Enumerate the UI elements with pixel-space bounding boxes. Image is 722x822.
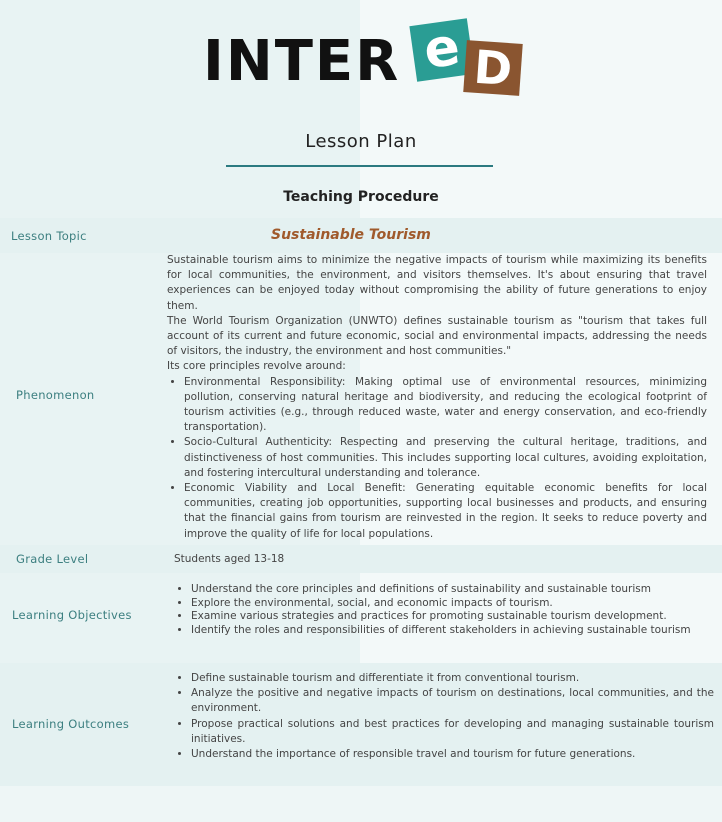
learning-objectives-row	[0, 573, 722, 663]
logo-e-tile: e	[409, 18, 474, 82]
principles-list	[167, 375, 707, 542]
phenomenon-content	[167, 253, 707, 542]
learning-objectives-content	[174, 583, 714, 637]
grade-level-value: Students aged 13-18	[174, 553, 285, 565]
lesson-topic-row	[0, 218, 722, 253]
logo-d-tile: D	[463, 40, 522, 96]
learning-outcomes-content	[174, 671, 714, 762]
phenomenon-label: Phenomenon	[16, 388, 95, 402]
title-divider	[226, 165, 493, 167]
phenomenon-paragraph: Sustainable tourism aims to minimize the negative impacts of tourism while maximizing its benefits for local communities, the environment, and visitors themselves. It's about ensuring that travel experiences can be enjoyed today without compromising the ability of future generations to enjoy them.	[167, 254, 707, 312]
list-item: • Economic Viability and Local Benefit: Generating equitable economic benefits for local communities, creating job opportunities, supporting local businesses and products, and ensuring that the financial gains from tourism are reinvested in the region. It seeks to reduce poverty and improve the quality of life for local populations.	[184, 481, 707, 542]
list-item: • Analyze the positive and negative impacts of tourism on destinations, local communities, and the environment.	[191, 686, 714, 716]
outcomes-list	[174, 671, 714, 762]
objectives-list	[174, 583, 714, 637]
learning-outcomes-row	[0, 663, 722, 786]
phenomenon-paragraph: Its core principles revolve around:	[167, 360, 346, 373]
list-item: • Environmental Responsibility: Making optimal use of environmental resources, minimizing pollution, conserving natural heritage and biodiversity, and reducing the ecological footprint of tourism activities (e.g., through reduced waste, water and energy conservation, and eco-friendly transportation).	[184, 375, 707, 436]
grade-level-label: Grade Level	[16, 552, 89, 566]
list-item: • Explore the environmental, social, and economic impacts of tourism.	[191, 597, 714, 611]
learning-outcomes-label: Learning Outcomes	[12, 717, 130, 731]
grade-level-row	[0, 545, 722, 573]
phenomenon-row	[0, 253, 722, 545]
bottom-strip	[0, 786, 722, 822]
list-item: • Understand the importance of responsible travel and tourism for future generations.	[191, 747, 714, 762]
section-title: Teaching Procedure	[283, 189, 439, 205]
list-item: • Examine various strategies and practices for promoting sustainable tourism development.	[191, 610, 714, 624]
logo-text: INTER	[203, 29, 401, 94]
list-item: • Propose practical solutions and best practices for developing and managing sustainable tourism initiatives.	[191, 717, 714, 747]
lesson-topic-value: Sustainable Tourism	[271, 227, 431, 243]
list-item: • Define sustainable tourism and differentiate it from conventional tourism.	[191, 671, 714, 686]
page-title: Lesson Plan	[305, 131, 417, 152]
list-item: • Socio-Cultural Authenticity: Respecting and preserving the cultural heritage, traditions, and distinctiveness of host communities. This includes supporting local cultures, avoiding exploitation, and fostering intercultural understanding and tolerance.	[184, 435, 707, 481]
lesson-topic-label: Lesson Topic	[11, 229, 87, 243]
list-item: • Understand the core principles and definitions of sustainability and sustainable tourism	[191, 583, 714, 597]
intered-logo	[203, 16, 523, 100]
learning-objectives-label: Learning Objectives	[12, 608, 132, 622]
phenomenon-paragraph: The World Tourism Organization (UNWTO) defines sustainable tourism as "tourism that takes full account of its current and future economic, social and environmental impacts, addressing the needs of visitors, the industry, the environment and host communities."	[167, 314, 707, 358]
list-item: • Identify the roles and responsibilities of different stakeholders in achieving sustainable tourism	[191, 624, 714, 638]
